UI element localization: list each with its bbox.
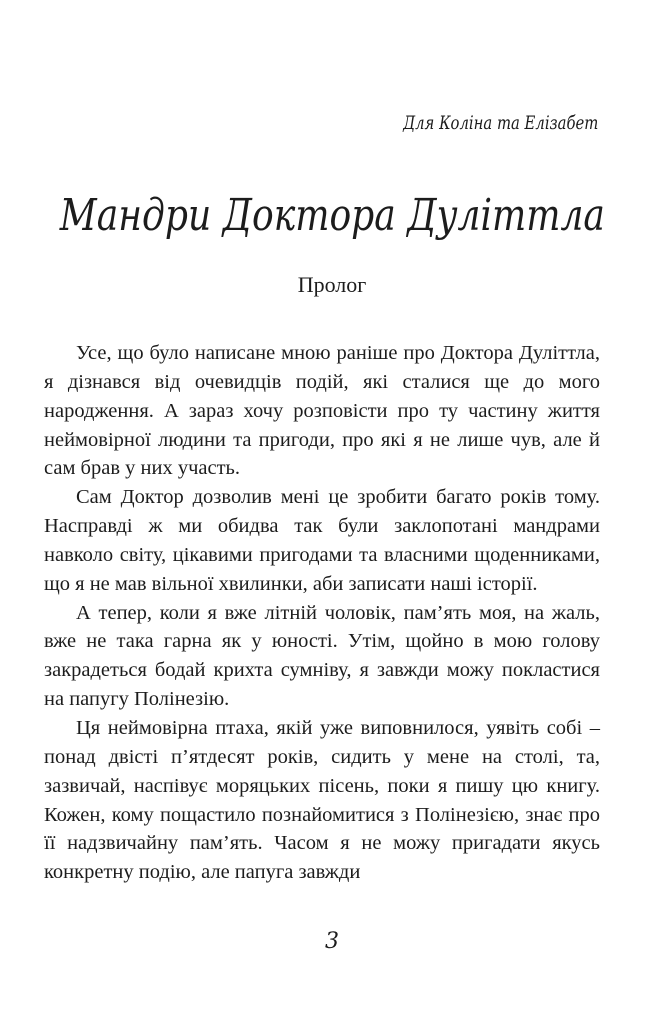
dedication: Для Коліна та Елізабет xyxy=(402,112,598,134)
chapter-title: Пролог xyxy=(297,272,367,297)
page-number: 3 xyxy=(325,929,339,954)
paragraph: А тепер, коли я вже літній чоловік, пам’ять моя, на жаль, вже не така гарна як у юності. Утім, щойно в мою голову закрадеться бодай крихта сумніву, я завжди можу покластися на папугу Полінезію. xyxy=(44,601,600,711)
body-text xyxy=(44,339,600,887)
paragraph: Усе, що було написане мною раніше про Доктора Дуліттла, я дізнався від очевидців подій, які сталися ще до мого народження. А зараз хочу розповісти про ту частину життя неймовірної людини та пригоди, про які я не лише чув, але й сам брав у них участь. xyxy=(44,342,600,480)
paragraph: Ця неймовірна птаха, якій уже виповнилося, уявіть собі – понад двісті п’ятдесят років, сидить у мене на столі, та, зазвичай, наспівує моряцьких пісень, поки я пишу цю книгу. Кожен, кому пощастило познайомитися з Полінезією, знає про її надзвичайну пам’ять. Часом я не можу пригадати якусь конкретну подію, але папуга завжди xyxy=(44,716,600,884)
paragraph: Сам Доктор дозволив мені це зробити багато років тому. Насправді ж ми обидва так були заклопотані мандрами навколо світу, цікавими пригодами та власними щоденниками, що я не мав вільної хвилинки, аби записати наші історії. xyxy=(44,486,600,595)
book-title: Мандри Доктора Дуліттла xyxy=(59,190,605,241)
